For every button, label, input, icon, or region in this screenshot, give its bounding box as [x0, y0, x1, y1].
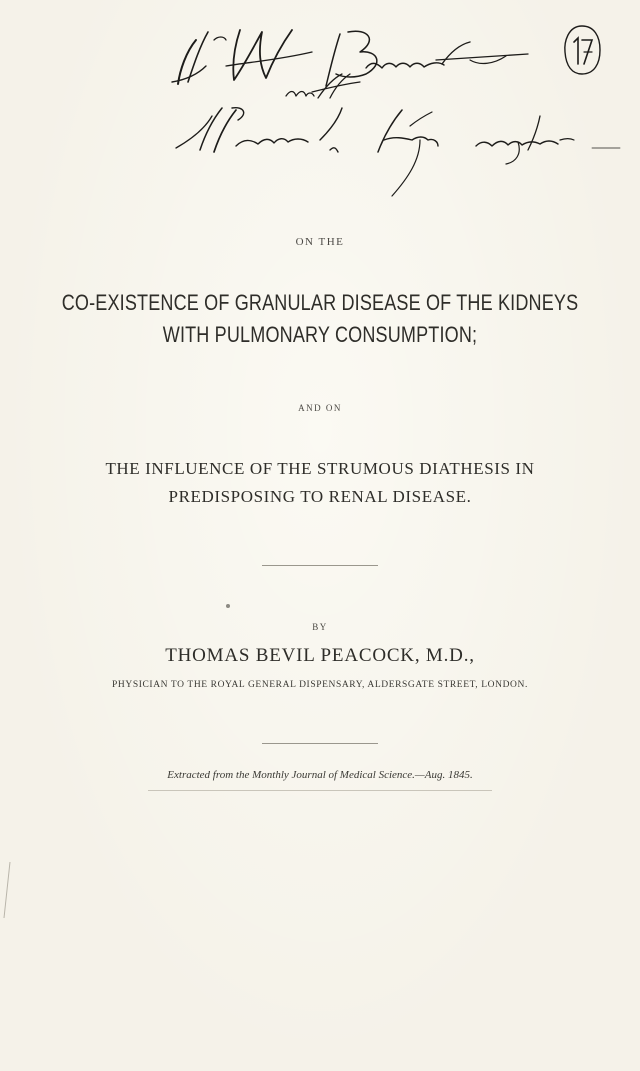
divider-rule [262, 565, 378, 566]
main-title-line-1: CO-EXISTENCE OF GRANULAR DISEASE OF THE KIDNEYS [61, 290, 579, 315]
subtitle [0, 455, 640, 511]
main-title [0, 287, 640, 351]
author-affiliation: PHYSICIAN TO THE ROYAL GENERAL DISPENSARY, ALDERSGATE STREET, LONDON. [112, 680, 528, 690]
divider-rule [262, 743, 378, 744]
author-name: THOMAS BEVIL PEACOCK, M.D., [165, 645, 475, 666]
subtitle-line-1: THE INFLUENCE OF THE STRUMOUS DIATHESIS IN [105, 459, 535, 478]
on-the-label: ON THE [295, 236, 345, 248]
subtitle-line-2: PREDISPOSING TO RENAL DISEASE. [168, 487, 472, 506]
extract-source: Extracted from the Monthly Journal of Medical Science.— [167, 769, 425, 781]
extract-date: Aug. 1845. [424, 769, 473, 781]
handwritten-inscription [0, 0, 640, 200]
by-label: BY [312, 622, 328, 632]
shelf-mark-stamp [562, 22, 602, 76]
extract-note [0, 769, 640, 781]
and-on-label: AND ON [298, 403, 342, 413]
ink-speck [226, 604, 230, 608]
main-title-line-2: WITH PULMONARY CONSUMPTION; [162, 322, 478, 347]
margin-mark [2, 860, 12, 920]
faint-divider-rule [148, 790, 492, 791]
